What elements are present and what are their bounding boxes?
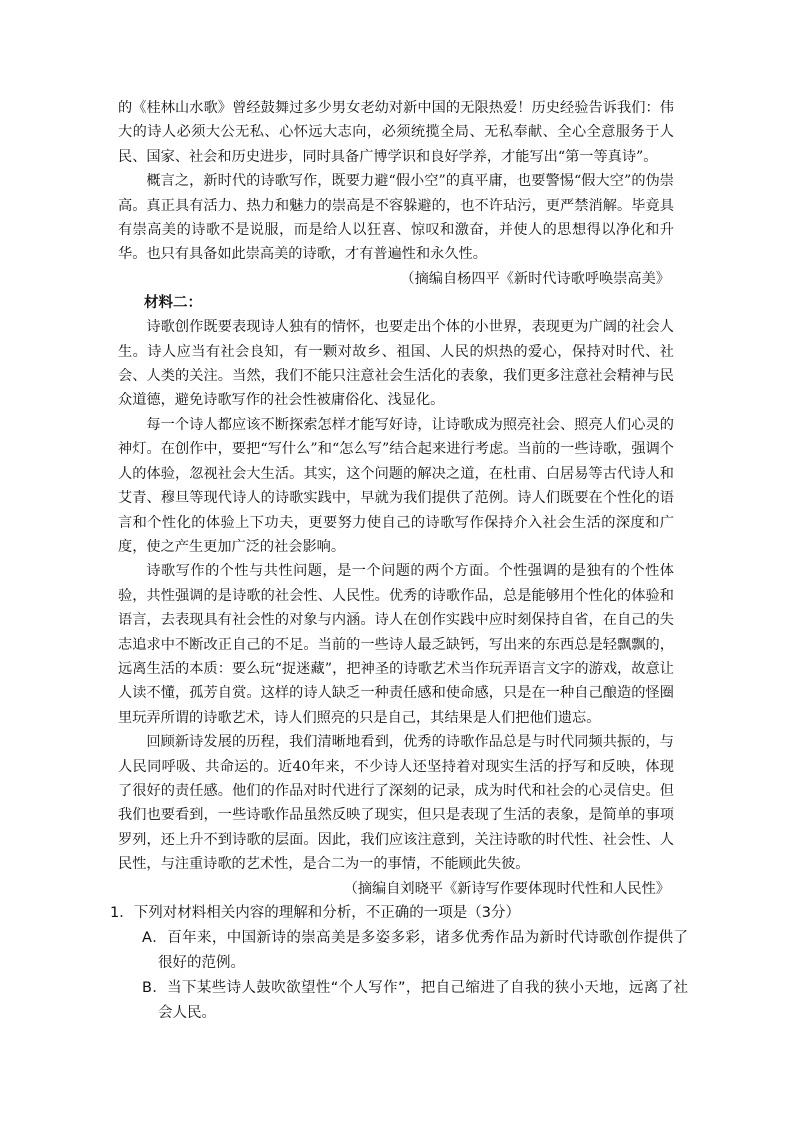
material2-paragraph: 每一个诗人都应该不断探索怎样才能写好诗，让诗歌成为照亮社会、照亮人们心灵的神灯。在创作中，要把“写什么”和“怎么写”结合起来进行考虑。当前的一些诗歌，强调个人的体验，忽视社会大生活。其实，这个问题的解决之道，在杜甫、白居易等古代诗人和艾青、穆旦等现代诗人的诗歌实践中，早就为我们提供了范例。诗人们既要在个性化的语言和个性化的体验上下功夫，更要努力使自己的诗歌写作保持介入社会生活的深度和广度，使之产生更加广泛的社会影响。 <box>118 416 674 555</box>
material1-source: （摘编自杨四平《新时代诗歌呼唤崇高美》 <box>400 270 670 287</box>
material2-source: （摘编自刘晓平《新诗写作要体现时代性和人民性》 <box>343 880 670 897</box>
material2-paragraph: 诗歌创作既要表现诗人独有的情怀，也要走出个体的小世界，表现更为广阔的社会人生。诗人应当有社会良知，有一颗对故乡、祖国、人民的炽热的爱心，保持对时代、社会、人类的关注。当然，我们不能只注意社会生活化的表象，我们更多注意社会精神与民众道德，避免诗歌写作的社会性被庸俗化、浅显化。 <box>118 319 674 409</box>
material2-paragraph: 诗歌写作的个性与共性问题，是一个问题的两个方面。个性强调的是独有的个性体验，共性强调的是诗歌的社会性、人民性。优秀的诗歌作品，总是能够用个性化的体验和语言，去表现具有社会性的对象与内涵。诗人在创作实践中应时刻保持自省，在自己的失志追求中不断改正自己的不足。当前的一些诗人最乏缺钙，写出来的东西总是轻飘飘的，远离生活的本质：要么玩“捉迷藏”，把神圣的诗歌艺术当作玩弄语言文字的游戏，故意让人读不懂，孤芳自赏。这样的诗人缺乏一种责任感和使命感，只是在一种自己酿造的怪圈里玩弄所谓的诗歌艺术，诗人们照亮的只是自己，其结果是人们把他们遗忘。 <box>118 563 674 726</box>
material2-paragraph: 回顾新诗发展的历程，我们清晰地看到，优秀的诗歌作品总是与时代同频共振的，与人民同呼吸、共命运的。近40年来，不少诗人还坚持着对现实生活的抒写和反映，体现了很好的责任感。他们的作品对时代进行了深刻的记录，成为时代和社会的心灵信史。但我们也要看到，一些诗歌作品虽然反映了现实，但只是表现了生活的表象，是简单的事项罗列，还上升不到诗歌的层面。因此，我们应该注意到，关注诗歌的时代性、社会性、人民性，与注重诗歌的艺术性，是合二为一的事情，不能顾此失彼。 <box>118 734 674 873</box>
question-1-stem: 1．下列对材料相关内容的理解和分析，不正确的一项是（3分） <box>110 905 520 921</box>
material1-paragraph-tail: 的《桂林山水歌》曾经鼓舞过多少男女老幼对新中国的无限热爱！历史经验告诉我们：伟大的诗人必须大公无私、心怀远大志向，必须统揽全局、无私奉献、全心全意服务于人民、国家、社会和历史进步，同时具备广博学识和良好学养，才能写出“第一等真诗”。 <box>118 100 674 165</box>
exam-page <box>110 96 688 1026</box>
material1-paragraph-conclusion: 概言之，新时代的诗歌写作，既要力避“假小空”的真平庸，也要警惕“假大空”的伪崇高。真正具有活力、热力和魅力的崇高是不容躲避的，也不许玷污，更严禁消解。毕竟具有崇高美的诗歌不是说服，而是给人以狂喜、惊叹和激奋，并使人的思想得以净化和升华。也只有具备如此崇高美的诗歌，才有普遍性和永久性。 <box>118 173 674 263</box>
question-1-option-b: B．当下某些诗人鼓吹欲望性“个人写作”，把自己缩进了自我的狭小天地，远离了社会人民。 <box>142 980 688 1021</box>
question-1-option-a: A．百年来，中国新诗的崇高美是多姿多彩，诸多优秀作品为新时代诗歌创作提供了很好的范例。 <box>142 930 688 971</box>
material2-heading: 材料二： <box>144 295 202 312</box>
